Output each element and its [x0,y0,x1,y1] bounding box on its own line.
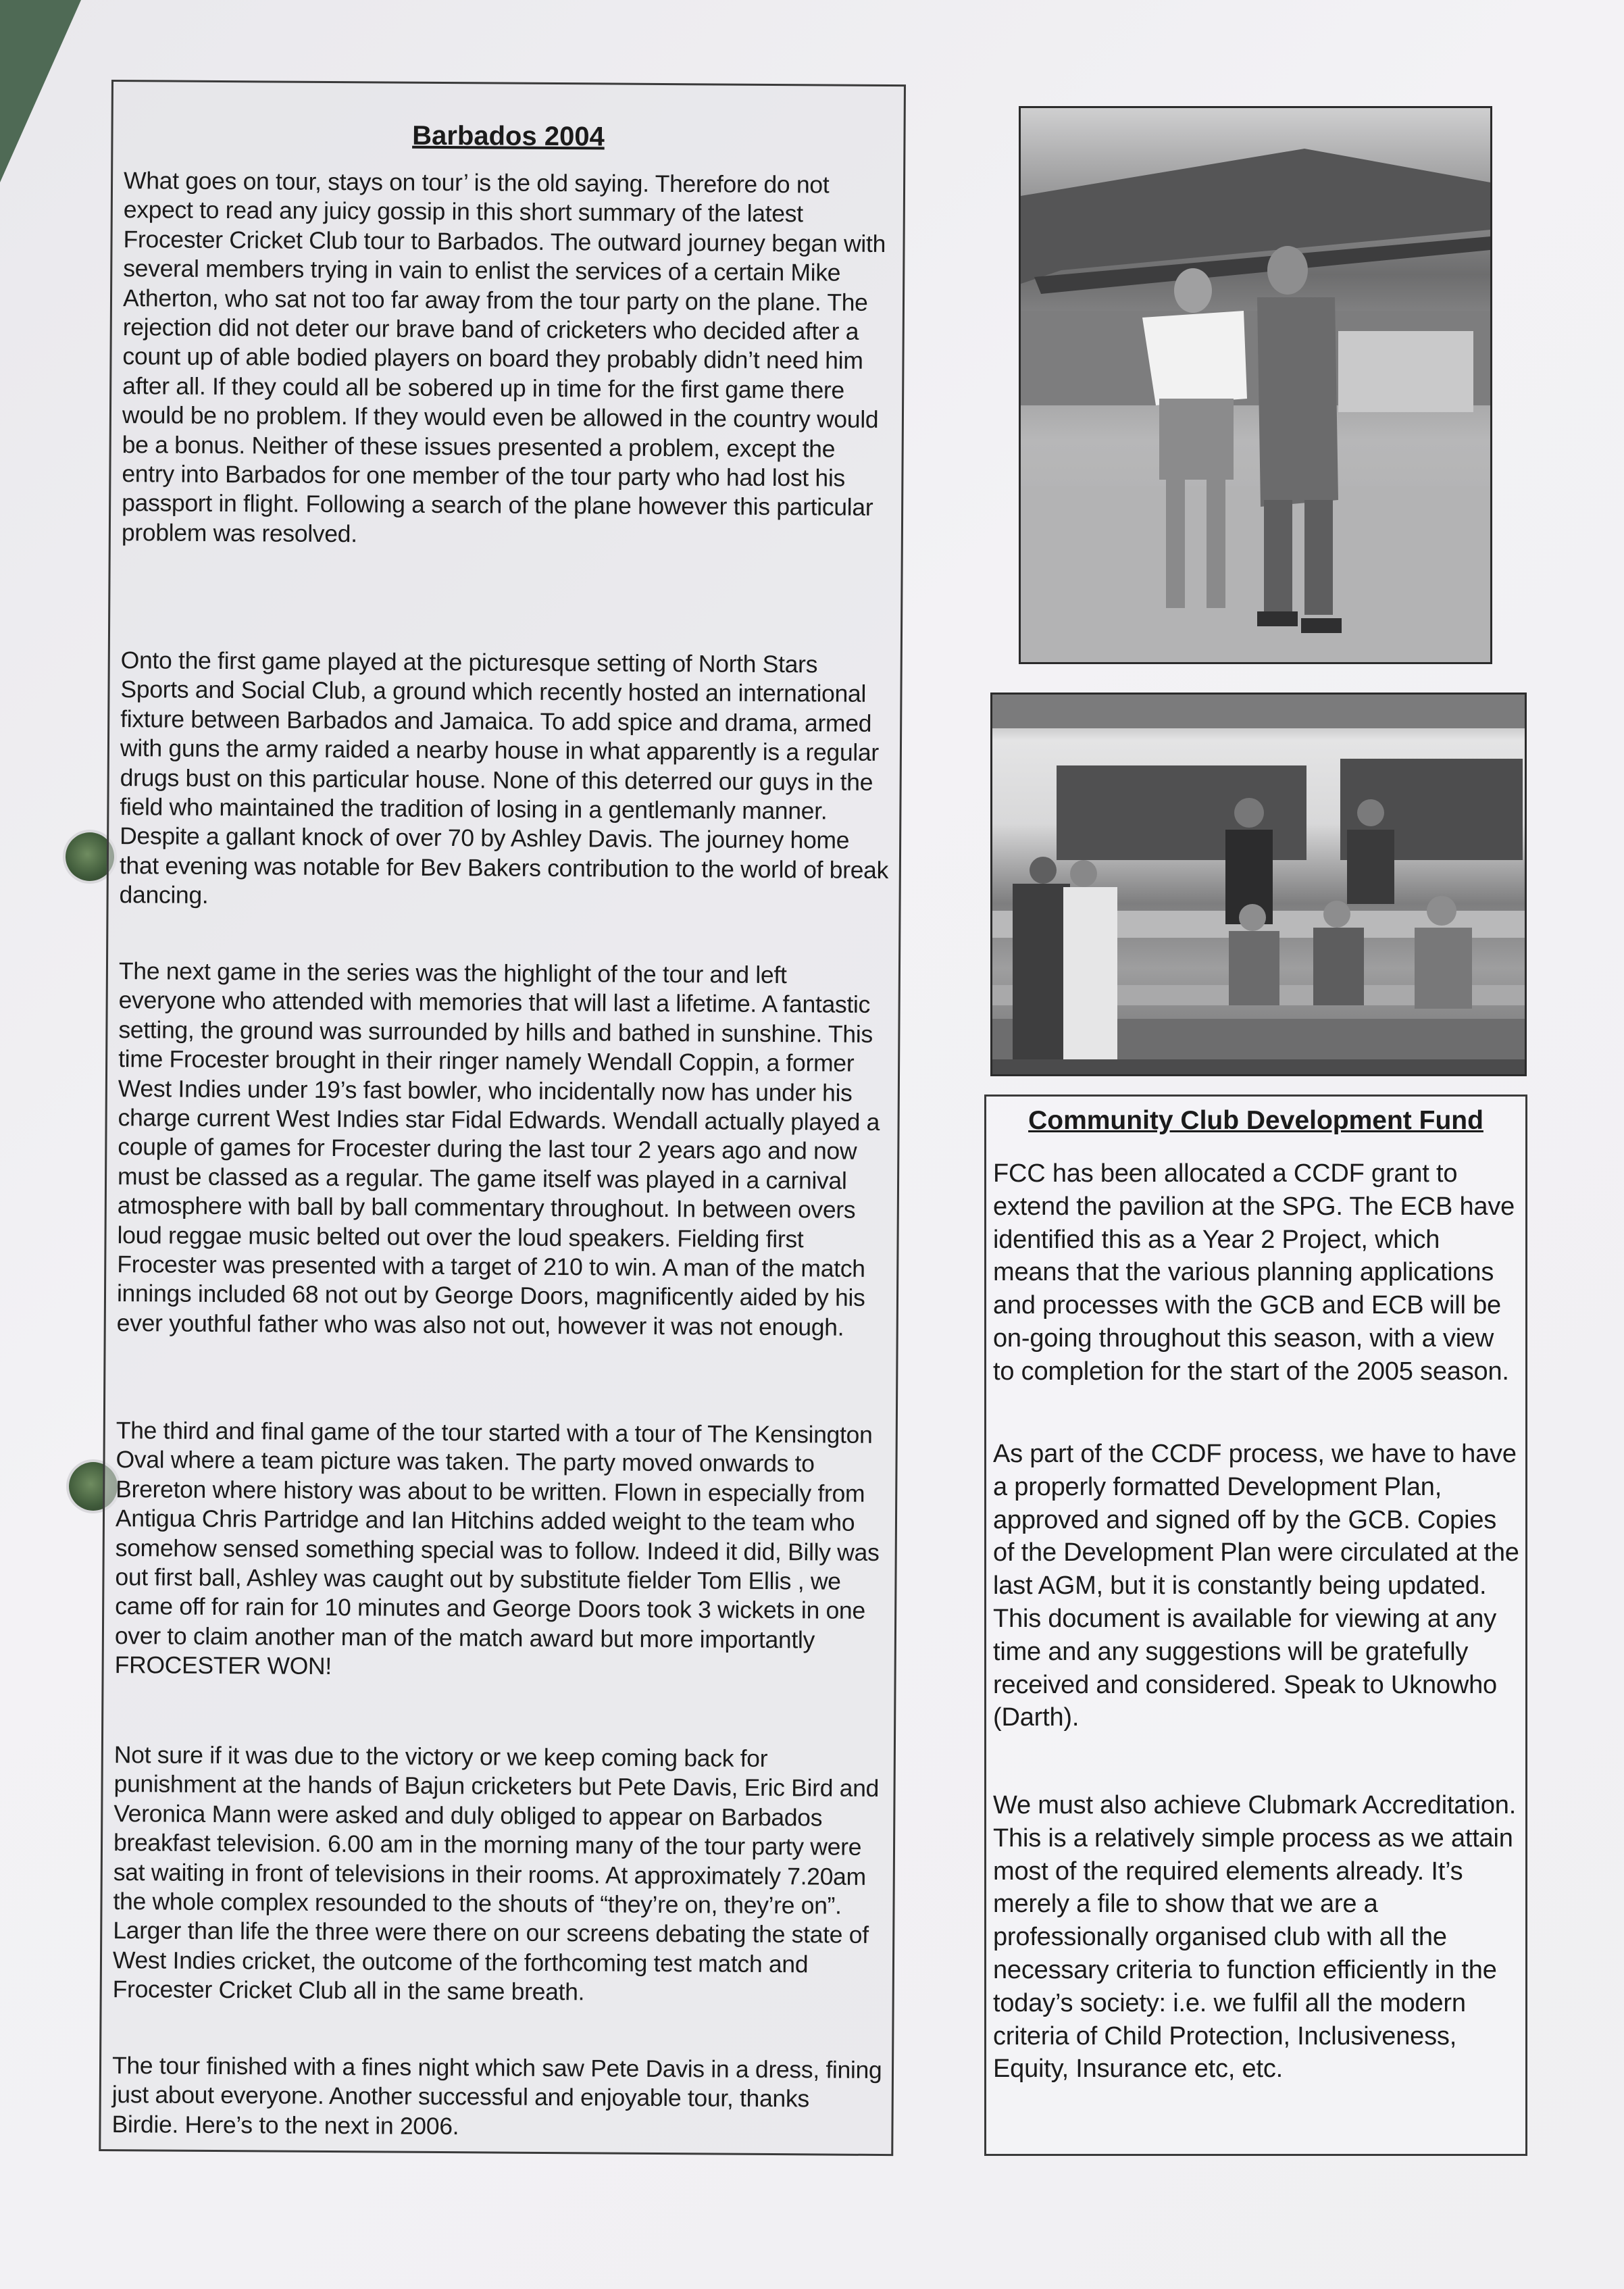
article-paragraph: The third and final game of the tour started with a tour of The Kensington Oval where a team picture was taken. The party moved onwards to Brereton where history was about to be written. Flown in especially from Antigua Chris Partridge and Ian Hitchins added weight to the team who somehow sensed something special was to follow. Indeed it did, Billy was out first ball, Ashley was caught out by substitute fielder Tom Ellis , we came off for rain for 10 minutes and George Doors took 3 wickets in one over to claim another man of the match award but more importantly FROCESTER WON! [114,1417,880,1680]
fund-paragraph: FCC has been allocated a CCDF grant to extend the pavilion at the SPG. The ECB have identified this as a Year 2 Project, which means that the various planning applications and processes with the GCB and ECB will be on-going throughout this season, with a view to completion for the start of the 2005 season. [993,1159,1515,1386]
fund-box [984,1095,1527,2156]
fund-paragraph: We must also achieve Clubmark Accreditation. This is a relatively simple process as we attain most of the required elements already. It’s merely a file to show that we are a professionally organised club with all the necessary criteria to function efficiently in the today’s society: i.e. we fulfil all the modern criteria of Child Protection, Inclusiveness, Equity, Insurance etc, etc. [993,1791,1517,2084]
article-paragraph: Onto the first game played at the picturesque setting of North Stars Sports and Social Club, a ground which recently hosted an international fixture between Barbados and Jamaica. To add spice and drama, armed with guns the army raided a nearby house in what apparently is a regular drugs bust on this particular house. None of this deterred our guys in the field who maintained the tradition of losing in a gentlemanly manner. Despite a gallant knock of over 70 by Ashley Davis. The journey home that evening was notable for Bev Bakers contribution to the world of break dancing. [119,647,889,909]
article-paragraph: What goes on tour, stays on tour’ is the old saying. Therefore do not expect to read any juicy gossip in this short summary of the latest Frocester Cricket Club tour to Barbados. The outward journey began with several members trying in vain to enlist the services of a certain Mike Atherton, who sat not too far away from the tour party on the plane. The rejection did not deter our brave band of cricketers who decided after a count up of able bodied players on board they probably didn’t need him after all. If they could all be sobered up in time for the first game there would be no problem. If they would even be allowed in the country would be a bonus. Neither of these issues presented a problem, except the entry into Barbados for one member of the tour party who had lost his passport in flight. Following a search of the plane however this particular problem was resolved. [121,167,886,548]
fund-title: Community Club Development Fund [1028,1106,1483,1135]
article-paragraph: The tour finished with a fines night which saw Pete Davis in a dress, fining just about everyone. Another successful and enjoyable tour, thanks Birdie. Here’s to the next in 2006. [111,2052,882,2140]
article-paragraph: The next game in the series was the highlight of the tour and left everyone who attended with memories that will last a lifetime. A fantastic setting, the ground was surrounded by hills and bathed in sunshine. This time Frocester brought in their ringer namely Wendall Coppin, a former West Indies under 19’s fast bowler, who incidentally now has under his charge current West Indies star Fidal Edwards. Wendall actually played a couple of games for Frocester during the last tour 2 years ago and now must be classed as a regular. The game itself was played in a carnival atmosphere with ball by ball commentary throughout. In between overs loud reggae music belted out over the loud speakers. Fielding first Frocester was presented with a target of 210 to win. A man of the match innings included 68 not out by George Doors, magnificently aided by his ever youthful father who was also not out, however it was not enough. [116,957,880,1341]
fund-paragraph: As part of the CCDF process, we have to have a properly formatted Development Plan, approved and signed off by the GCB. Copies of the Development Plan were circulated at the last AGM, but it is constantly being updated. This document is available for viewing at any time and any suggestions will be gratefully received and considered. Speak to Uknowho (Darth). [993,1440,1519,1732]
tour-photo-group [990,693,1527,1076]
article-paragraph: Not sure if it was due to the victory or we keep coming back for punishment at the hands of Bajun cricketers but Pete Davis, Eric Bird and Veronica Mann were asked and duly obliged to appear on Barbados breakfast television. 6.00 am in the morning many of the tour party were sat waiting in front of televisions in their rooms. At approximately 7.20am the whole complex resounded to the shouts of “they’re on, they’re on”. Larger than life the three were there on our screens debating the state of West Indies cricket, the outcome of the forthcoming test match and Frocester Cricket Club all in the same breath. [112,1741,880,2006]
article-title: Barbados 2004 [412,120,605,152]
tour-photo-two-men [1019,106,1492,664]
article-box [99,80,906,2156]
